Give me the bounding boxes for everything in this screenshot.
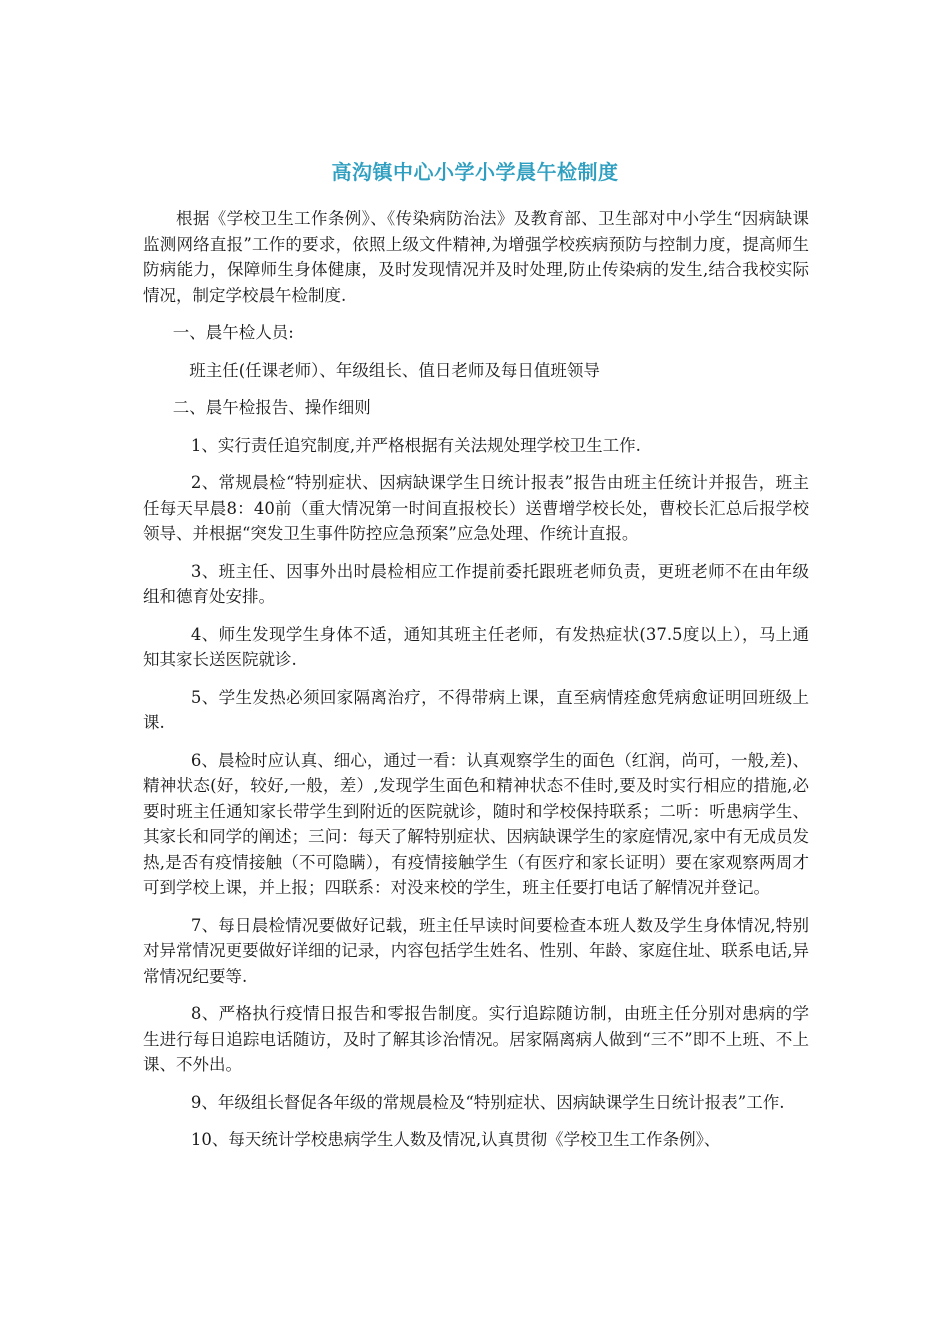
rule-item: 9、年级组长督促各年级的常规晨检及“特别症状、因病缺课学生日统计报表”工作. [190,1092,785,1112]
staff-list-paragraph: 班主任(任课老师）、年级组长、值日老师及每日值班领导 [189,360,600,380]
rule-item: 4、师生发现学生身体不适，通知其班主任老师，有发热症状(37.5度以上），马上通知其家长送医院就诊. [143,624,809,669]
intro-paragraph: 根据《学校卫生工作条例》、《传染病防治法》及教育部、卫生部对中小学生“因病缺课监测网络直报”工作的要求，依照上级文件精神,为增强学校疾病预防与控制力度，提高师生防病能力，保障师生身体健康，及时发现情况并及时处理,防止传染病的发生,结合我校实际情况，制定学校晨午检制度. [143,209,809,305]
section-heading-rules: 二、晨午检报告、操作细则 [172,398,371,417]
document-title: 高沟镇中心小学小学晨午检制度 [331,160,619,184]
rule-item: 2、常规晨检“特别症状、因病缺课学生日统计报表”报告由班主任统计并报告，班主任每天早晨8：40前（重大情况第一时间直报校长）送曹增学校长处，曹校长汇总后报学校领导、并根据“突发卫生事件防控应急预案”应急处理、作统计直报。 [143,473,809,543]
rule-item: 7、每日晨检情况要做好记载，班主任早读时间要检查本班人数及学生身体情况,特别对异常情况更要做好详细的记录，内容包括学生姓名、性别、年龄、家庭住址、联系电话,异常情况纪要等. [143,915,809,986]
document-body [143,206,809,1165]
rule-item: 3、班主任、因事外出时晨检相应工作提前委托跟班老师负责，更班老师不在由年级组和德育处安排。 [143,561,809,606]
rule-item: 8、严格执行疫情日报告和零报告制度。实行追踪随访制，由班主任分别对患病的学生进行每日追踪电话随访，及时了解其诊治情况。居家隔离病人做到“三不”即不上班、不上课、不外出。 [143,1004,809,1074]
section-heading-staff: 一、晨午检人员: [172,323,294,342]
rule-item: 1、实行责任追究制度,并严格根据有关法规处理学校卫生工作. [190,435,641,455]
rule-item: 5、学生发热必须回家隔离治疗，不得带病上课，直至病情痊愈凭病愈证明回班级上课. [143,687,809,732]
rule-item: 10、每天统计学校患病学生人数及情况,认真贯彻《学校卫生工作条例》、 [190,1130,721,1149]
rule-item: 6、晨检时应认真、细心，通过一看：认真观察学生的面色（红润，尚可，一般,差)、精神状态(好，较好,一般，差）,发现学生面色和精神状态不佳时,要及时实行相应的措施,必要时班主任通知家长带学生到附近的医院就诊，随时和学校保持联系；二听：听患病学生、其家长和同学的阐述；三问：每天了解特别症状、因病缺课学生的家庭情况,家中有无成员发热,是否有疫情接触（不可隐瞒），有疫情接触学生（有医疗和家长证明）要在家观察两周才可到学校上课，并上报；四联系：对没来校的学生，班主任要打电话了解情况并登记。 [143,750,809,897]
